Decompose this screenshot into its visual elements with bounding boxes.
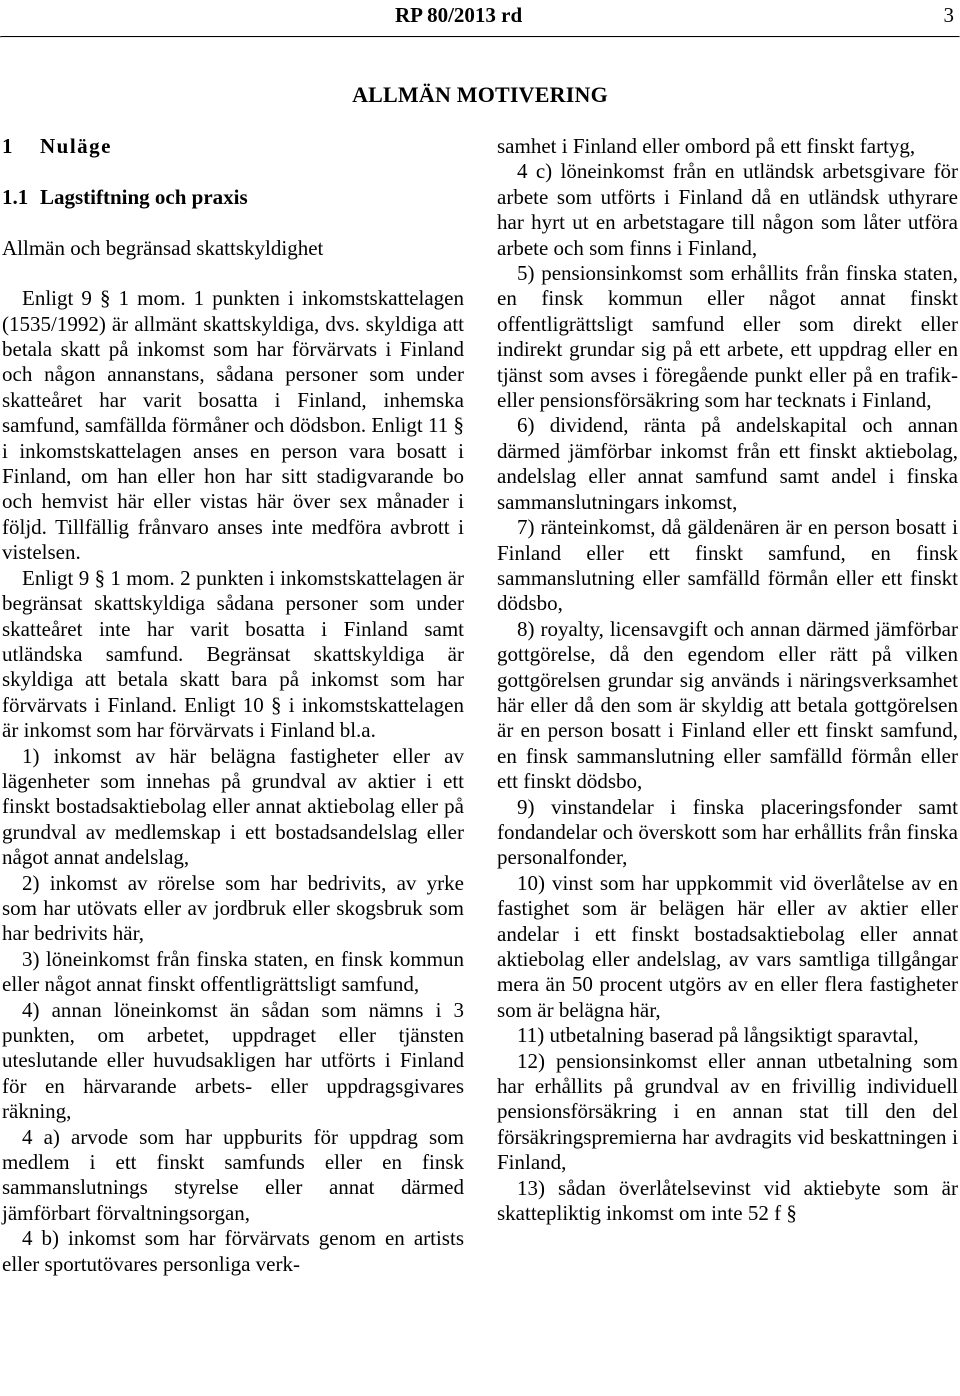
list-item: 6) dividend, ränta på andelskapital och annan därmed jämförbar inkomst från ett finskt aktiebolag, andelslag eller annat samfund samt andel i finska sammanslutningars inkomst,: [497, 413, 958, 514]
list-item: 4 a) arvode som har uppburits för uppdrag som medlem i ett finskt samfunds eller en finsk sammanslutnings styrelse eller annat därmed jämförbart förvaltningsorgan,: [2, 1124, 464, 1225]
list-item: 13) sådan överlåtelsevinst vid aktiebyte som är skattepliktig inkomst om inte 52 f §: [497, 1175, 958, 1226]
sub-heading: Allmän och begränsad skattskyldighet: [2, 235, 324, 260]
list-item: 5) pensionsinkomst som erhållits från finska staten, en finsk kommun eller något annat finskt offentligrättsligt samfund eller som direkt eller indirekt grundar sig på ett arbete, ett uppdrag eller en tjänst som avses i föregående punkt eller på en trafik- eller pensionsförsäkring som har tecknats i Finland,: [497, 261, 958, 413]
list-item: 1) inkomst av här belägna fastigheter eller av lägenheter som innehas på grundval av aktier i ett finskt bostadsaktiebolag eller annat aktiebolag eller på grundval av medlemskap i ett bostadsandelslag eller något annat andelslag,: [2, 743, 464, 870]
list-item: 11) utbetalning baserad på långsiktigt sparavtal,: [517, 1023, 919, 1048]
list-item: 9) vinstandelar i finska placeringsfonder samt fondandelar och överskott som har erhållits från finska personalfonder,: [497, 794, 958, 870]
list-item: 4 b) inkomst som har förvärvats genom en artists eller sportutövares personliga verk-: [2, 1226, 464, 1276]
list-item: 4) annan löneinkomst än sådan som nämns i 3 punkten, om arbetet, uppdraget eller tjänsten uteslutande eller huvudsakligen har utförts i Finland för en härvarande arbets- eller uppdragsgivares räkning,: [2, 997, 464, 1124]
section-heading: [2, 134, 464, 159]
subsection-heading: [2, 185, 464, 210]
main-heading: ALLMÄN MOTIVERING: [352, 82, 608, 107]
section-number: 1: [2, 134, 13, 158]
paragraph: Enligt 9 § 1 mom. 1 punkten i inkomstskattelagen (1535/1992) är allmänt skattskyldiga, dvs. skyldiga att betala skatt på inkomst som har förvärvats i Finland och någon annanstans, sådana personer som under skatteåret har varit bosatta i Finland, inhemska samfund, samfällda förmåner och dödsbon. Enligt 11 § i inkomstskattelagen anses en person vara bosatt i Finland, om han eller hon har sitt stadigvarande bo och hemvist här eller vistas här över sex månader i följd. Tillfällig frånvaro anses inte medföra avbrott i vistelsen.: [2, 286, 464, 565]
page-header: [0, 0, 960, 32]
list-item: 2) inkomst av rörelse som har bedrivits, av yrke som har utövats eller av jordbruk eller skogsbruk som har bedrivits här,: [2, 870, 464, 946]
right-column: [497, 134, 958, 1226]
list-item: 8) royalty, licensavgift och annan därmed jämförbar gottgörelse, då den egendom eller rätt på vilken gottgörelsen grundar sig används i näringsverksamhet här eller då den som är skyldig att betala gottgörelsen är en person bosatt i Finland eller ett finskt samfund, en finsk sammanslutning eller samfälld förmån eller ett finskt dödsbo,: [497, 616, 958, 794]
list-item: 3) löneinkomst från finska staten, en finsk kommun eller något annat finskt offentligrättsligt samfund,: [2, 946, 464, 997]
list-item: 12) pensionsinkomst eller annan utbetalning som har erhållits på grundval av en frivillig individuell pensionsförsäkring i en annan stat till den del försäkringspremierna har avdragits vid beskattningen i Finland,: [497, 1048, 958, 1175]
list-item: 7) ränteinkomst, då gäldenären är en person bosatt i Finland eller ett finskt samfund, en finsk sammanslutning eller samfälld förmån eller ett finskt dödsbo,: [497, 515, 958, 616]
left-column: [2, 134, 464, 1277]
paragraph: Enligt 9 § 1 mom. 2 punkten i inkomstskattelagen är begränsat skattskyldiga sådana personer som under skatteåret inte har varit bosatta i Finland samt utländska samfund. Begränsat skattskyldiga är skyldiga att betala skatt bara på inkomst som har förvärvats i Finland. Enligt 10 § i inkomstskattelagen är inkomst som har förvärvats i Finland bl.a.: [2, 565, 464, 743]
document-id: RP 80/2013 rd: [395, 3, 523, 27]
header-divider: [0, 36, 960, 38]
list-item-continuation: samhet i Finland eller ombord på ett finskt fartyg,: [497, 134, 916, 158]
subsection-number: 1.1: [2, 185, 29, 210]
page-number: 3: [943, 3, 954, 27]
subsection-title: Lagstiftning och praxis: [40, 185, 248, 210]
list-item: 10) vinst som har uppkommit vid överlåtelse av en fastighet som är belägen här eller av aktier eller andelar i ett finskt bostadsaktiebolag eller annat aktiebolag eller andelslag, av vars samtliga tillgångar mera än 50 procent utgörs av en eller flera fastigheter som är belägna här,: [497, 870, 958, 1022]
list-item: 4 c) löneinkomst från en utländsk arbetsgivare för arbete som utförts i Finland då en utländsk uthyrare har hyrt ut en arbetstagare till någon som låter utföra arbete och som finns i Finland,: [497, 159, 958, 260]
section-title: Nuläge: [40, 134, 112, 158]
